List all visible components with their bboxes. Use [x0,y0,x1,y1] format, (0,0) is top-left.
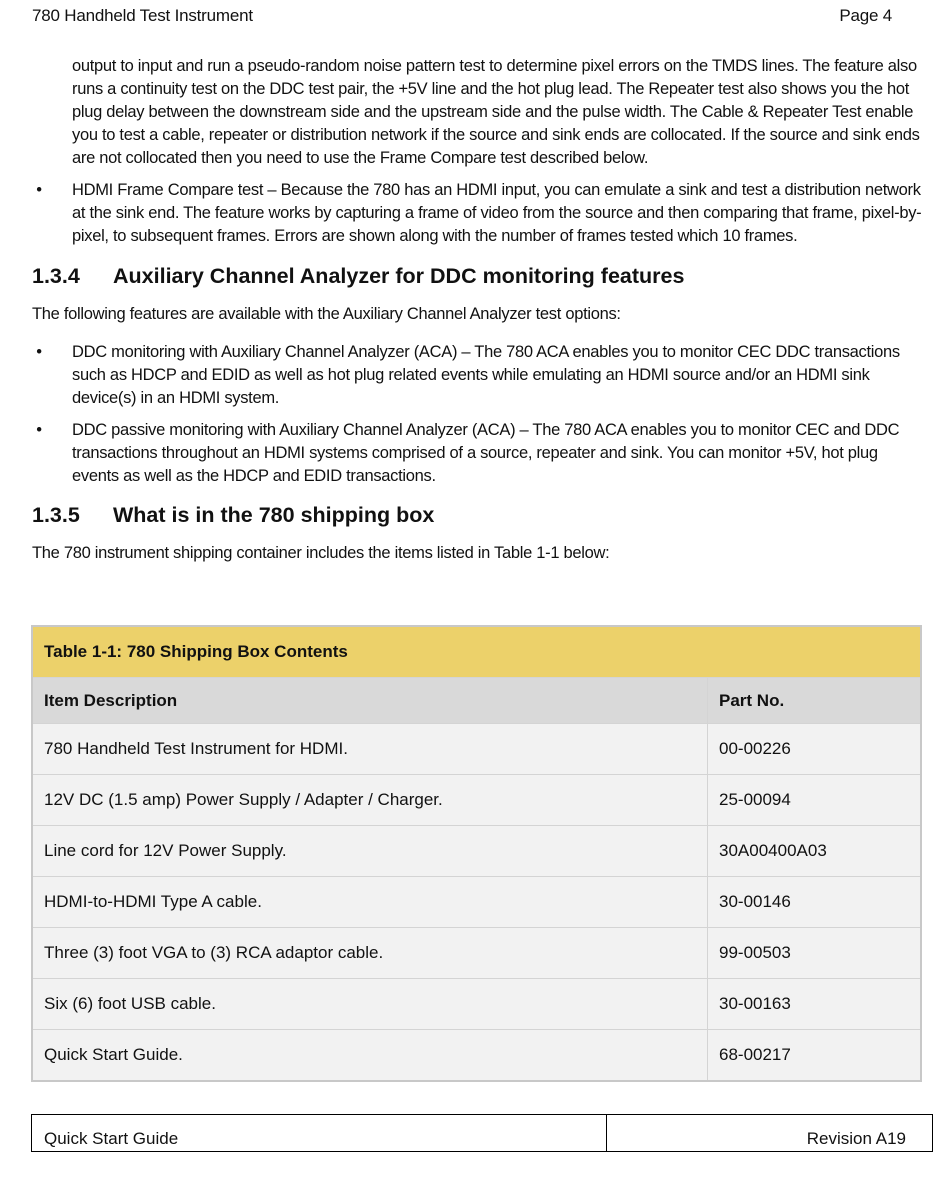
item-description: Line cord for 12V Power Supply. [32,826,708,877]
item-description: 12V DC (1.5 amp) Power Supply / Adapter / Charger. [32,775,708,826]
bullet-text: DDC monitoring with Auxiliary Channel Analyzer (ACA) – The 780 ACA enables you to monitor CEC DDC transactions such as HDCP and EDID as well as hot plug related events while emulating an HDMI source and/or an HDMI sink device(s) in an HDMI system. [72,343,900,407]
page-header [32,4,892,28]
section-number: 1.3.4 [32,264,80,288]
footer-document-name: Quick Start Guide [32,1115,607,1151]
bullet-text: output to input and run a pseudo-random noise pattern test to determine pixel errors on the TMDS lines. The feature also runs a continuity test on the DDC test pair, the +5V line and the hot plug lead. The Repeater test also shows you the hot plug delay between the downstream side and the upstream side and the pulse width. The Cable & Repeater Test enable you to test a cable, repeater or distribution network if the source and sink ends are collocated. If the source and sink ends are not collocated then you need to use the Frame Compare test described below. [72,57,920,167]
footer-revision: Revision A19 [806,1129,906,1148]
part-number: 68-00217 [708,1030,922,1082]
item-description: Quick Start Guide. [32,1030,708,1082]
section-heading [32,262,922,290]
bullet-item [32,179,922,248]
bullet-dot-icon: • [36,181,42,199]
part-number: 30-00146 [708,877,922,928]
section-number: 1.3.5 [32,503,80,527]
section-intro: The 780 instrument shipping container includes the items listed in Table 1-1 below: [32,544,610,562]
bullet-item [32,341,922,410]
part-number: 00-00226 [708,724,922,775]
part-number: 99-00503 [708,928,922,979]
bullet-item [32,55,922,170]
table-header-row [32,678,921,724]
bullet-item [32,419,922,488]
section-heading [32,501,922,529]
document-title: 780 Handheld Test Instrument [32,6,253,25]
bullet-dot-icon: • [36,421,42,439]
table-title-row [32,626,921,678]
shipping-contents-table [31,625,922,1082]
section-intro: The following features are available with the Auxiliary Channel Analyzer test options: [32,305,621,323]
table-row [32,826,921,877]
item-description: Three (3) foot VGA to (3) RCA adaptor cable. [32,928,708,979]
item-description: Six (6) foot USB cable. [32,979,708,1030]
table-row [32,775,921,826]
table-row [32,877,921,928]
page-content [32,55,922,565]
item-description: HDMI-to-HDMI Type A cable. [32,877,708,928]
column-header: Item Description [32,678,708,724]
part-number: 30-00163 [708,979,922,1030]
table-row [32,1030,921,1082]
section-title: Auxiliary Channel Analyzer for DDC monitoring features [113,264,685,288]
page-number: Page 4 [839,6,892,25]
table-title: Table 1-1: 780 Shipping Box Contents [32,626,921,678]
part-number: 25-00094 [708,775,922,826]
page-footer [31,1114,933,1152]
table-row [32,724,921,775]
table-row [32,979,921,1030]
part-number: 30A00400A03 [708,826,922,877]
bullet-dot-icon: • [36,343,42,361]
bullet-text: DDC passive monitoring with Auxiliary Channel Analyzer (ACA) – The 780 ACA enables you to monitor CEC and DDC transactions throughout an HDMI systems comprised of a source, repeater and sink. You can monitor +5V, hot plug events as well as the HDCP and EDID transactions. [72,421,900,485]
column-header: Part No. [708,678,922,724]
item-description: 780 Handheld Test Instrument for HDMI. [32,724,708,775]
bullet-text: HDMI Frame Compare test – Because the 780 has an HDMI input, you can emulate a sink and test a distribution network at the sink end. The feature works by capturing a frame of video from the source and then comparing that frame, pixel-by-pixel, to subsequent frames. Errors are shown along with the number of frames tested which 10 frames. [72,181,922,245]
table-row [32,928,921,979]
section-title: What is in the 780 shipping box [113,503,435,527]
